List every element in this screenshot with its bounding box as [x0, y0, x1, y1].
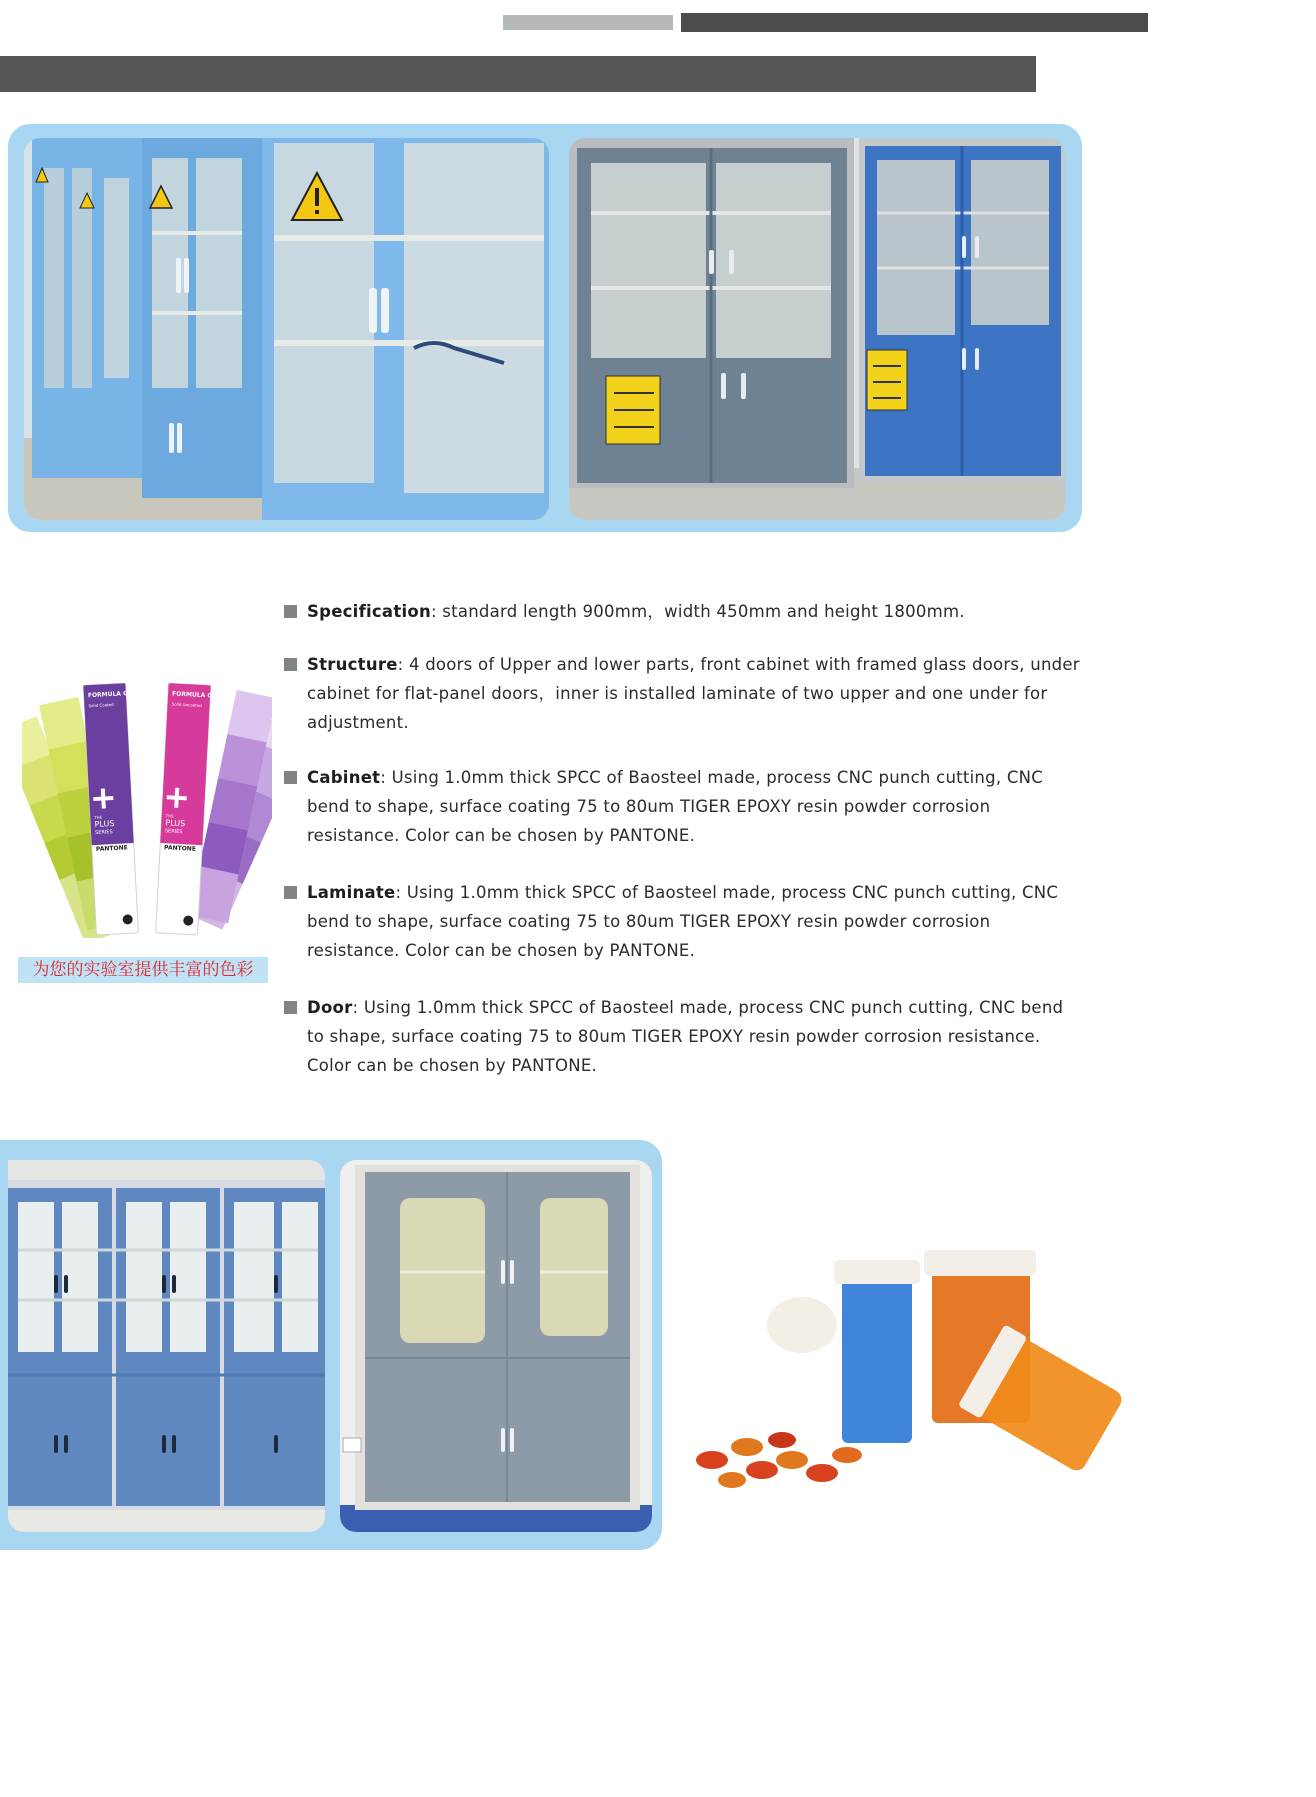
square-bullet-icon [284, 1001, 297, 1014]
photo-gray-cabinet [340, 1160, 652, 1532]
header-bar-light [503, 15, 673, 30]
right-pantone-brand: PANTONE [163, 844, 197, 853]
spec-item-specification: Specification: standard length 900mm，width 450mm and height 1800mm. [281, 597, 1081, 626]
square-bullet-icon [284, 658, 297, 671]
spec-text: Using 1.0mm thick SPCC of Baosteel made, process CNC punch cutting, CNC bend to shape, surface coating 75 to 80um TIGER EPOXY resin powder corrosion resistance. Color can be chosen by PANTONE. [307, 883, 1059, 960]
spec-label: Specification [307, 602, 431, 621]
pantone-caption: 为您的实验室提供丰富的色彩 [18, 957, 268, 983]
square-bullet-icon [284, 605, 297, 618]
left-pantone-brand: PANTONE [95, 844, 128, 853]
spec-text: standard length 900mm，width 450mm and height 1800mm. [442, 602, 965, 621]
spec-text: Using 1.0mm thick SPCC of Baosteel made, process CNC punch cutting, CNC bend to shape, surface coating 75 to 80um TIGER EPOXY resin powder corrosion resistance. Color can be chosen by PANTONE. [307, 768, 1043, 845]
spec-label: Structure [307, 655, 398, 674]
left-series-label: SERIES [94, 829, 113, 837]
pill-bottles-image [672, 1215, 1148, 1505]
spec-label: Cabinet [307, 768, 381, 787]
title-band [0, 56, 1036, 92]
left-series-plus: PLUS [94, 818, 115, 830]
header-bar-dark [681, 13, 1148, 32]
spec-label: Door [307, 998, 353, 1017]
spec-text: 4 doors of Upper and lower parts, front cabinet with framed glass doors, under cabinet for flat-panel doors，inner is installed laminate of two upper and one under for adjustment. [307, 655, 1080, 732]
spec-label: Laminate [307, 883, 396, 902]
left-guide-subtitle: Solid Coated [88, 701, 114, 709]
specification-list [281, 597, 1081, 1100]
left-series-the: THE [94, 814, 103, 821]
pantone-color-guide [22, 676, 272, 938]
spec-item-cabinet: Cabinet: Using 1.0mm thick SPCC of Baosteel made, process CNC punch cutting, CNC bend to shape, surface coating 75 to 80um TIGER EPOXY resin powder corrosion resistance. Color can be chosen by PANTONE. [281, 763, 1081, 850]
photo-gray-blue-cabinets [569, 138, 1065, 520]
spec-item-door: Door: Using 1.0mm thick SPCC of Baosteel made, process CNC punch cutting, CNC bend to shape, surface coating 75 to 80um TIGER EPOXY resin powder corrosion resistance. Color can be chosen by PANTONE. [281, 993, 1081, 1080]
square-bullet-icon [284, 886, 297, 899]
right-guide-subtitle: Solid Uncoated [171, 701, 202, 708]
right-series-plus: PLUS [165, 818, 186, 829]
left-guide-title: FORMULA GUIDE [87, 689, 145, 700]
spec-text: Using 1.0mm thick SPCC of Baosteel made, process CNC punch cutting, CNC bend to shape, surface coating 75 to 80um TIGER EPOXY resin powder corrosion resistance. Color can be chosen by PANTONE. [307, 998, 1064, 1075]
spec-item-laminate: Laminate: Using 1.0mm thick SPCC of Baosteel made, process CNC punch cutting, CNC bend to shape, surface coating 75 to 80um TIGER EPOXY resin powder corrosion resistance. Color can be chosen by PANTONE. [281, 878, 1081, 965]
right-series-the: THE [165, 813, 174, 819]
photo-blue-glass-cabinets [24, 138, 549, 520]
photo-blue-wall-cabinets [8, 1160, 325, 1532]
right-series-label: SERIES [164, 828, 183, 836]
right-guide-title: FORMULA GUIDE [171, 690, 229, 701]
spec-item-structure: Structure: 4 doors of Upper and lower parts, front cabinet with framed glass doors, under cabinet for flat-panel doors，inner is installed laminate of two upper and one under for adjustment. [281, 650, 1081, 737]
square-bullet-icon [284, 771, 297, 784]
